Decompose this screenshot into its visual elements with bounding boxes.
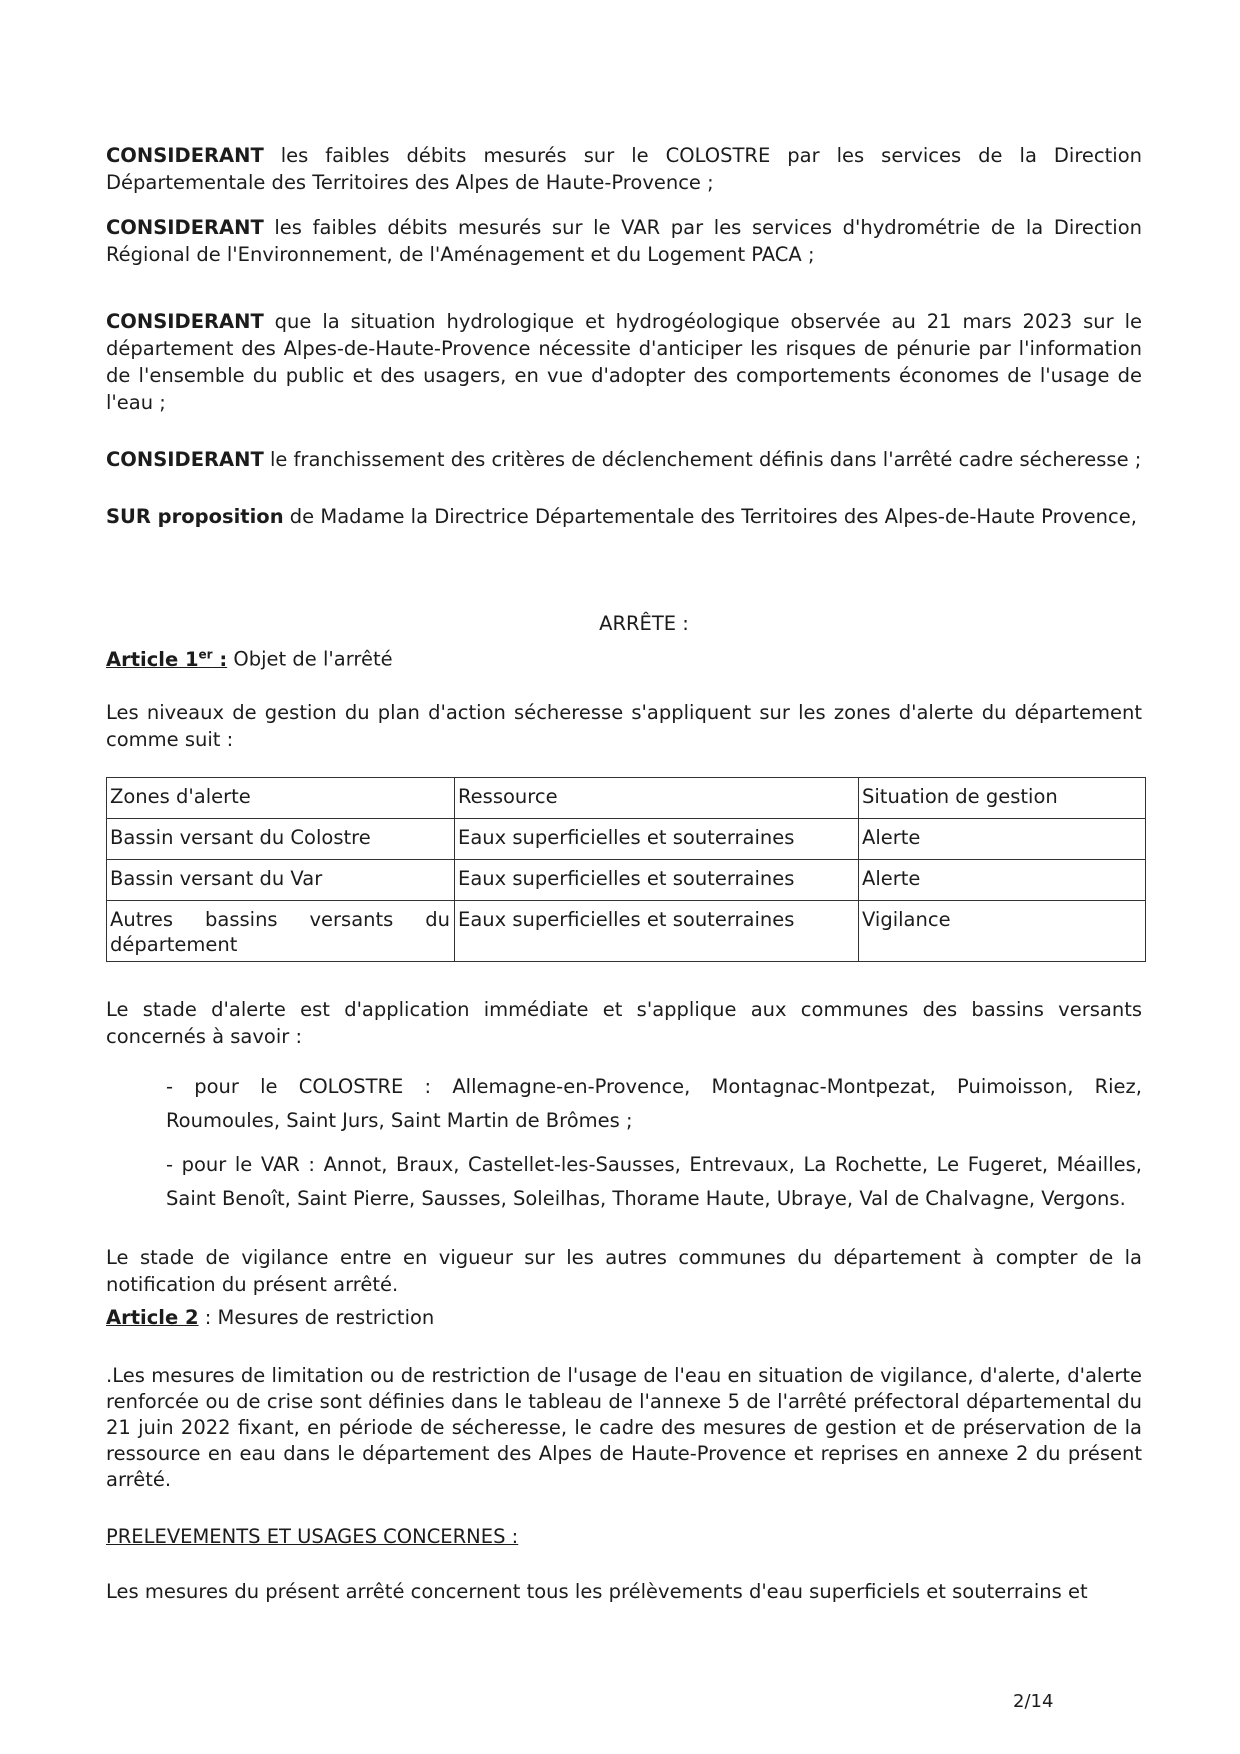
article-2-label: Article 2 (106, 1305, 199, 1329)
table-cell: Bassin versant du Var (107, 859, 455, 900)
table-row (107, 900, 1146, 961)
page-number: 2/14 (1013, 1691, 1054, 1712)
prelevements-paragraph: Les mesures du présent arrêté concernent tous les prélèvements d'eau superficiels et souterrains et (106, 1579, 1088, 1603)
mesures-paragraph: .Les mesures de limitation ou de restriction de l'usage de l'eau en situation de vigilance, d'alerte, d'alerte renforcée ou de crise sont définies dans le tableau de l'annexe 5 de l'arrêté préfectoral départemental du 21 juin 2022 fixant, en période de sécheresse, le cadre des mesures de gestion et de préservation de la ressource en eau dans le département des Alpes de Haute-Provence et reprises en annexe 2 du présent arrêté. (106, 1363, 1142, 1491)
table-cell: Bassin versant du Colostre (107, 818, 455, 859)
considerant-lead: CONSIDERANT (106, 310, 264, 333)
table-cell: Vigilance (859, 900, 1146, 961)
considerant-paragraph (106, 214, 1142, 268)
considerant-paragraph (106, 308, 1142, 416)
stade-alerte-paragraph: Le stade d'alerte est d'application immédiate et s'applique aux communes des bassins versants concernés à savoir : (106, 997, 1142, 1048)
table-cell: Autres bassins versants du département (107, 900, 455, 961)
table-header-row (107, 777, 1146, 818)
considerant-lead: CONSIDERANT (106, 448, 264, 471)
considerant-paragraph (106, 142, 1142, 196)
article-1-heading: Article 1er : Objet de l'arrêté (106, 647, 393, 671)
table-cell: Eaux superficielles et souterraines (455, 818, 859, 859)
considerant-text: les faibles débits mesurés sur le COLOSTRE par les services de la Direction Départementale des Territoires des Alpes de Haute-Provence ; (106, 144, 1142, 194)
communes-list-item: - pour le VAR : Annot, Braux, Castellet-les-Sausses, Entrevaux, La Rochette, Le Fugeret, Méailles, Saint Benoît, Saint Pierre, Sausses, Soleilhas, Thorame Haute, Ubraye, Val de Chalvagne, Vergons. (166, 1152, 1142, 1210)
sur-lead: SUR proposition (106, 505, 284, 528)
arrete-heading: ARRÊTE : (599, 612, 689, 635)
table-header-cell: Zones d'alerte (107, 777, 455, 818)
article-1-sup: er (198, 647, 213, 661)
niveaux-paragraph: Les niveaux de gestion du plan d'action sécheresse s'appliquent sur les zones d'alerte du département comme suit : (106, 700, 1142, 751)
considerant-lead: CONSIDERANT (106, 216, 264, 239)
article-2-heading (106, 1304, 1142, 1331)
table-cell: Alerte (859, 859, 1146, 900)
vigilance-paragraph: Le stade de vigilance entre en vigueur sur les autres communes du département à compter de la notification du présent arrêté. (106, 1245, 1142, 1296)
sur-text: de Madame la Directrice Départementale des Territoires des Alpes-de-Haute Provence, (283, 505, 1137, 528)
considerant-paragraph (106, 446, 1142, 473)
article-1-title: Objet de l'arrêté (227, 647, 393, 671)
sur-proposition-paragraph (106, 503, 1142, 530)
table-row (107, 818, 1146, 859)
document-body (106, 142, 1142, 1605)
table-cell: Alerte (859, 818, 1146, 859)
table-header-cell: Situation de gestion (859, 777, 1146, 818)
considerant-text: les faibles débits mesurés sur le VAR par les services d'hydrométrie de la Direction Régional de l'Environnement, de l'Aménagement et du Logement PACA ; (106, 216, 1142, 266)
considerant-text: que la situation hydrologique et hydrogéologique observée au 21 mars 2023 sur le département des Alpes-de-Haute-Provence nécessite d'anticiper les risques de pénurie par l'information de l'ensemble du public et des usagers, en vue d'adopter des comportements économes de l'usage de l'eau ; (106, 310, 1142, 414)
table-cell: Eaux superficielles et souterraines (455, 859, 859, 900)
table-cell: Eaux superficielles et souterraines (455, 900, 859, 961)
table-header-cell: Ressource (455, 777, 859, 818)
considerant-lead: CONSIDERANT (106, 144, 264, 167)
article-1-label: Article 1 (106, 647, 199, 671)
alert-zones-table (106, 777, 1146, 962)
considerant-text: le franchissement des critères de déclenchement définis dans l'arrêté cadre sécheresse ; (263, 448, 1142, 471)
article-2-title: : Mesures de restriction (198, 1305, 435, 1329)
communes-list-item: - pour le COLOSTRE : Allemagne-en-Provence, Montagnac-Montpezat, Puimoisson, Riez, Roumoules, Saint Jurs, Saint Martin de Brômes ; (166, 1074, 1142, 1132)
table-row (107, 859, 1146, 900)
prelevements-heading: PRELEVEMENTS ET USAGES CONCERNES : (106, 1524, 519, 1548)
